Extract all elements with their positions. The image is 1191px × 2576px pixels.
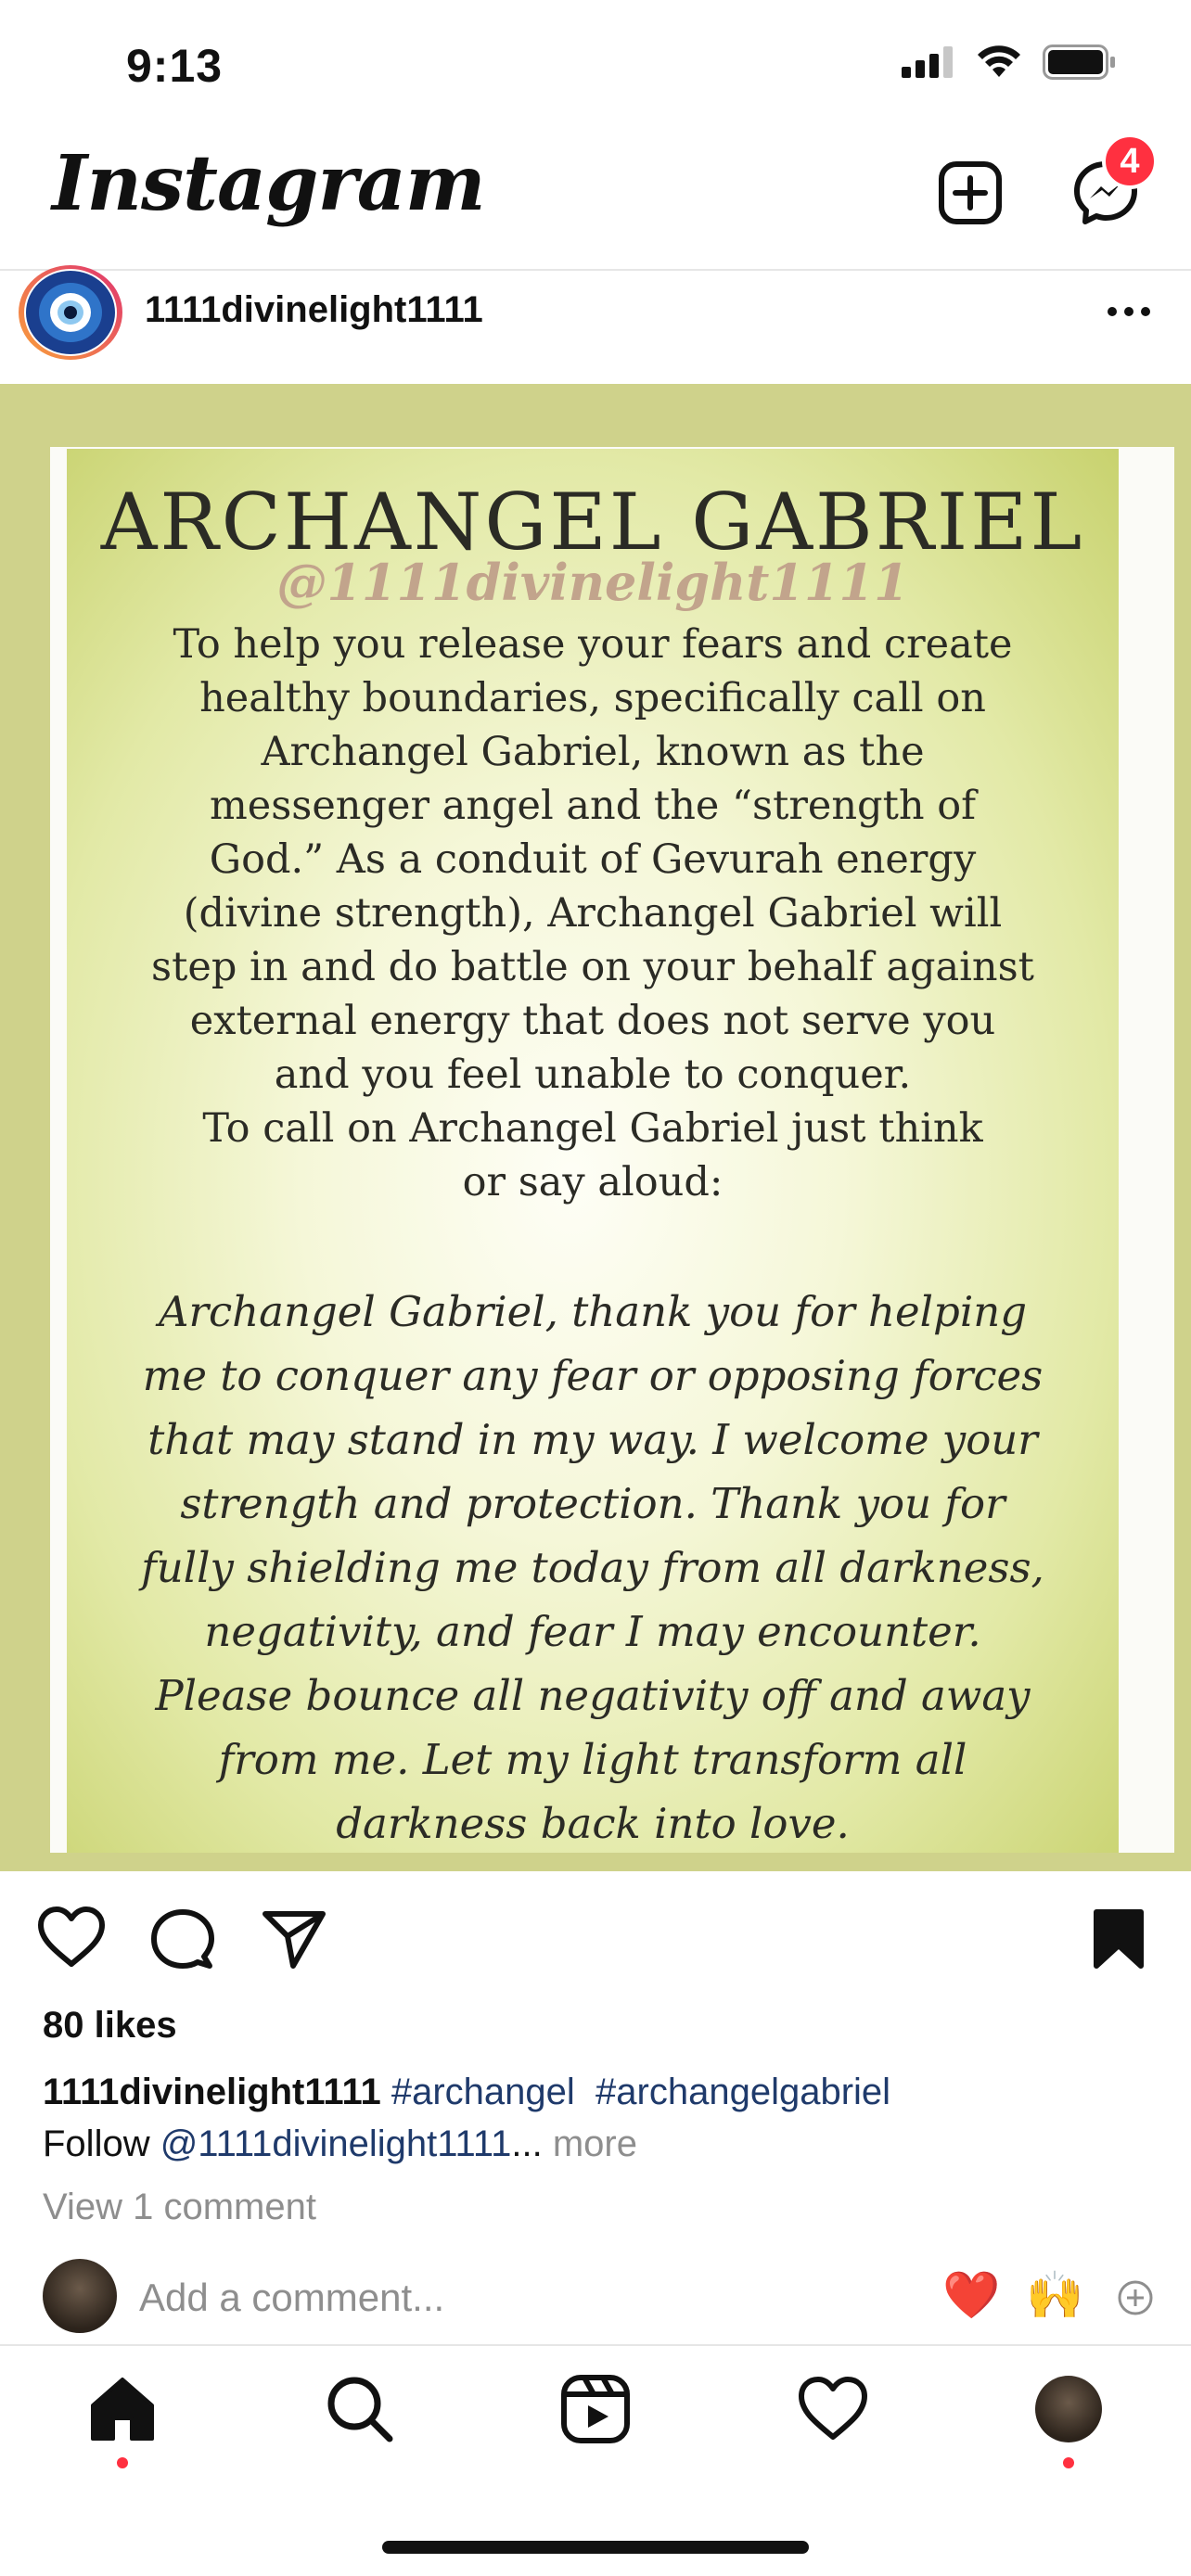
caption-follow-text: Follow — [43, 2123, 160, 2164]
post-username[interactable]: 1111divinelight1111 — [145, 289, 483, 330]
hashtag-link[interactable]: #archangelgabriel — [596, 2072, 891, 2112]
post-author-avatar[interactable] — [19, 265, 122, 360]
mention-link[interactable]: @1111divinelight1111 — [160, 2123, 512, 2164]
search-icon — [323, 2372, 397, 2446]
heart-icon — [37, 1906, 106, 1968]
battery-icon — [1043, 45, 1117, 80]
tab-profile[interactable] — [1035, 2376, 1102, 2442]
save-button[interactable] — [1093, 1908, 1145, 1974]
likes-count[interactable]: 80 likes — [43, 2005, 177, 2046]
home-filled-icon — [85, 2372, 160, 2446]
reels-icon — [558, 2372, 633, 2446]
cellular-signal-icon — [902, 46, 955, 78]
messenger-button[interactable] — [1072, 141, 1140, 226]
wifi-icon — [976, 45, 1022, 79]
card-prayer-text: Archangel Gabriel, thank you for helping me to conquer any fear or opposing forces that may stand in my way. I welcome your strength and protection. Thank you for fully shielding me today from all darkness, negativity, and fear I may encounter. Please bounce all negativity off and away from me. Let my light transform all darkness back into love. — [141, 1287, 1044, 1848]
instagram-logo[interactable]: Instagram — [52, 139, 485, 228]
messenger-badge: 4 — [1102, 134, 1158, 189]
comment-button[interactable] — [150, 1908, 215, 1974]
caption-username[interactable]: 1111divinelight1111 — [43, 2072, 381, 2112]
post-options-button[interactable] — [1106, 278, 1152, 329]
caption-ellipsis: ... — [511, 2123, 543, 2164]
home-notification-dot — [117, 2457, 128, 2468]
tab-reels[interactable] — [558, 2372, 633, 2446]
status-time: 9:13 — [126, 40, 224, 92]
card-body-text: To help you release your fears and create healthy boundaries, specifically call on Archangel Gabriel, known as the messenger angel and the “strength of God.” As a conduit of Gevurah energy (divine strength), Archangel Gabriel will step in and do battle on your behalf against external energy that does not serve you and you feel unable to conquer. — [151, 621, 1034, 1098]
send-paper-plane-icon — [262, 1908, 327, 1970]
add-circle-icon — [1117, 2279, 1154, 2316]
current-user-avatar — [43, 2259, 117, 2333]
view-comments-link[interactable]: View 1 comment — [43, 2187, 316, 2227]
home-indicator — [382, 2541, 809, 2554]
more-reactions-button[interactable] — [1117, 2279, 1154, 2321]
new-post-button[interactable] — [937, 159, 1004, 226]
tab-search[interactable] — [323, 2372, 397, 2446]
quick-reaction-heart[interactable]: ❤️ — [942, 2269, 1001, 2321]
header-divider — [0, 269, 1191, 271]
like-button[interactable] — [37, 1906, 106, 1972]
add-comment-input[interactable]: Add a comment... — [139, 2276, 445, 2319]
bookmark-filled-icon — [1093, 1908, 1145, 1970]
card-call-text: To call on Archangel Gabriel just think or say aloud: — [202, 1105, 983, 1205]
profile-notification-dot — [1063, 2457, 1074, 2468]
tab-activity[interactable] — [796, 2372, 870, 2446]
card-handle: @1111divinelight1111 — [276, 553, 909, 612]
tab-home[interactable] — [85, 2372, 160, 2446]
archangel-card-image — [67, 449, 1119, 1853]
share-button[interactable] — [262, 1908, 327, 1974]
post-caption — [43, 2072, 890, 2113]
tabbar-divider — [0, 2344, 1191, 2346]
card-title: ARCHANGEL GABRIEL — [100, 477, 1085, 567]
heart-icon — [796, 2372, 870, 2446]
hashtag-link[interactable]: #archangel — [391, 2072, 575, 2112]
caption-more-button[interactable]: more — [542, 2123, 637, 2164]
status-icons — [902, 45, 1117, 80]
evil-eye-avatar-icon — [24, 269, 117, 356]
comment-bubble-icon — [150, 1908, 215, 1970]
post-caption-line2 — [43, 2123, 637, 2165]
plus-square-icon — [937, 159, 1004, 226]
more-horizontal-icon — [1106, 305, 1152, 318]
quick-reaction-raised-hands[interactable]: 🙌 — [1026, 2269, 1084, 2321]
